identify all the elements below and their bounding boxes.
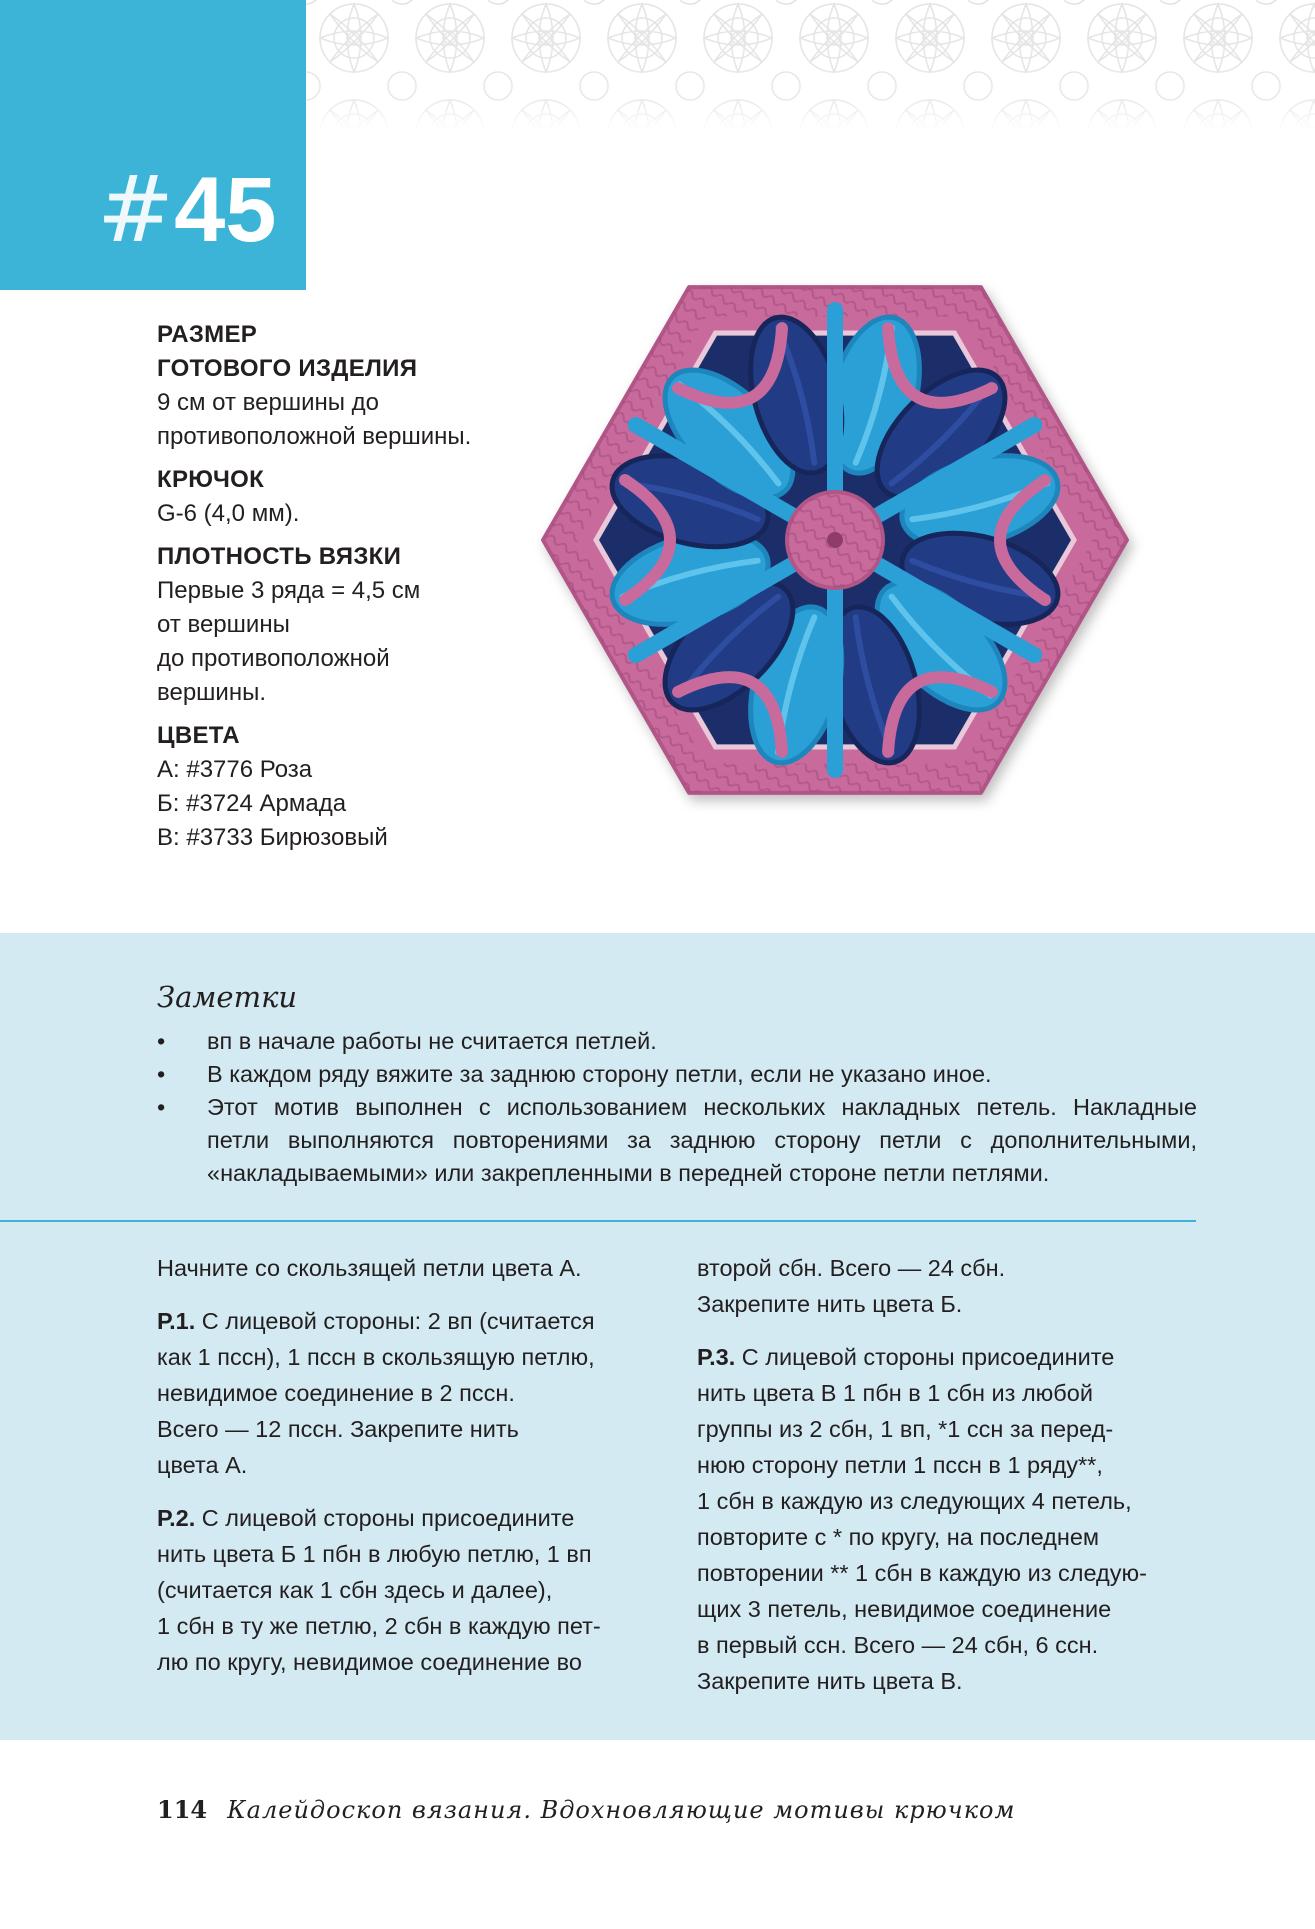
book-title: Калейдоскоп вязания. Вдохновляющие мотивы крючком	[227, 1796, 1016, 1824]
note-text: Этот мотив выполнен с использованием нескольких накладных петель. Накладные	[207, 1094, 1197, 1120]
hexagon-motif-graphic	[490, 230, 1190, 870]
instruction-line: Всего — 12 пссн. Закрепите нить	[157, 1416, 519, 1442]
section-divider	[0, 1220, 1196, 1222]
instruction-line: второй сбн. Всего — 24 сбн.	[697, 1255, 1006, 1281]
page-number: 114	[157, 1795, 208, 1824]
instruction-text: С лицевой стороны присоедините	[195, 1505, 575, 1531]
instruction-line: цвета А.	[157, 1452, 248, 1478]
instruction-line: Начните со скользящей петли цвета А.	[157, 1255, 582, 1281]
instruction-line	[697, 1339, 1197, 1375]
instruction-paragraph	[697, 1339, 1197, 1699]
pattern-number	[97, 156, 277, 263]
instruction-line: Закрепите нить цвета В.	[697, 1668, 963, 1694]
note-item	[157, 1025, 1197, 1058]
spec-value: вершины.	[157, 679, 267, 706]
instruction-line: группы из 2 сбн, 1 вп, *1 ссн за перед-	[697, 1416, 1114, 1442]
notes-title: Заметки	[157, 980, 298, 1014]
instruction-line: нить цвета Б 1 пбн в любую петлю, 1 вп	[157, 1541, 592, 1567]
round-label: Р.2.	[157, 1505, 196, 1531]
instructions-right-column	[697, 1250, 1197, 1716]
instruction-paragraph	[157, 1250, 657, 1286]
spec-value: до противоположной	[157, 645, 390, 672]
bullet-icon: •	[157, 1028, 166, 1054]
decorative-lace-border	[306, 0, 1315, 130]
note-text: вп в начале работы не считается петлей.	[207, 1028, 657, 1054]
pattern-number-value: 45	[174, 159, 277, 261]
notes-list	[157, 1025, 1197, 1190]
instruction-line: щих 3 петель, невидимое соединение	[697, 1596, 1112, 1622]
note-text: В каждом ряду вяжите за заднюю сторону петли, если не указано иное.	[207, 1061, 992, 1087]
instruction-text: С лицевой стороны присоедините	[735, 1344, 1115, 1370]
pattern-number-hash: #	[97, 156, 175, 263]
instruction-line: нюю сторону петли 1 пссн в 1 ряду**,	[697, 1452, 1103, 1478]
instruction-line: 1 сбн в ту же петлю, 2 сбн в каждую пет-	[157, 1613, 601, 1639]
note-text: «накладываемыми» или закрепленными в передней стороне петли петлями.	[207, 1160, 1050, 1186]
instruction-line: Закрепите нить цвета Б.	[697, 1291, 963, 1317]
note-item	[157, 1091, 1197, 1190]
instruction-line: повторите с * по кругу, на последнем	[697, 1524, 1100, 1550]
round-label: Р.1.	[157, 1308, 196, 1334]
instruction-line	[157, 1500, 657, 1536]
spec-value: Б: #3724 Армада	[157, 790, 347, 817]
spec-heading: ПЛОТНОСТЬ ВЯЗКИ	[157, 543, 402, 570]
pattern-number-box	[0, 0, 306, 290]
instruction-line: (считается как 1 сбн здесь и далее),	[157, 1577, 553, 1603]
spec-value: 9 см от вершины до	[157, 389, 380, 416]
crochet-motif-photo	[490, 230, 1190, 870]
spec-heading: ГОТОВОГО ИЗДЕЛИЯ	[157, 355, 418, 382]
motif-center-hole	[827, 532, 843, 548]
spec-value: G-6 (4,0 мм).	[157, 500, 300, 527]
spec-heading: КРЮЧОК	[157, 466, 265, 493]
spec-value: А: #3776 Роза	[157, 756, 313, 783]
spec-heading: ЦВЕТА	[157, 722, 240, 749]
spec-value: противоположной вершины.	[157, 423, 472, 450]
note-text: петли выполняются повторениями за заднюю сторону петли с дополнительными,	[207, 1127, 1197, 1153]
spec-value: В: #3733 Бирюзовый	[157, 824, 388, 851]
instruction-line: нить цвета В 1 пбн в 1 сбн из любой	[697, 1380, 1093, 1406]
instruction-line	[157, 1303, 657, 1339]
instruction-paragraph	[157, 1500, 657, 1680]
instruction-line: 1 сбн в каждую из следующих 4 петель,	[697, 1488, 1132, 1514]
note-item	[157, 1058, 1197, 1091]
instruction-text: С лицевой стороны: 2 вп (считается	[195, 1308, 595, 1334]
lace-pattern-graphic	[306, 0, 1315, 130]
instruction-paragraph	[697, 1250, 1197, 1322]
bullet-icon: •	[157, 1094, 166, 1120]
instruction-line: невидимое соединение в 2 пссн.	[157, 1380, 515, 1406]
instruction-line: повторении ** 1 сбн в каждую из следую-	[697, 1560, 1147, 1586]
round-label: Р.3.	[697, 1344, 736, 1370]
instruction-paragraph	[157, 1303, 657, 1483]
spec-value: от вершины	[157, 611, 290, 638]
instruction-line: в первый ссн. Всего — 24 сбн, 6 ссн.	[697, 1632, 1099, 1658]
spec-value: Первые 3 ряда = 4,5 см	[157, 577, 421, 604]
instruction-line: лю по кругу, невидимое соединение во	[157, 1649, 582, 1675]
instruction-line: как 1 пссн), 1 пссн в скользящую петлю,	[157, 1344, 595, 1370]
page-footer	[157, 1795, 1015, 1824]
bullet-icon: •	[157, 1061, 166, 1087]
spec-heading: РАЗМЕР	[157, 321, 258, 348]
instructions-left-column	[157, 1250, 657, 1697]
